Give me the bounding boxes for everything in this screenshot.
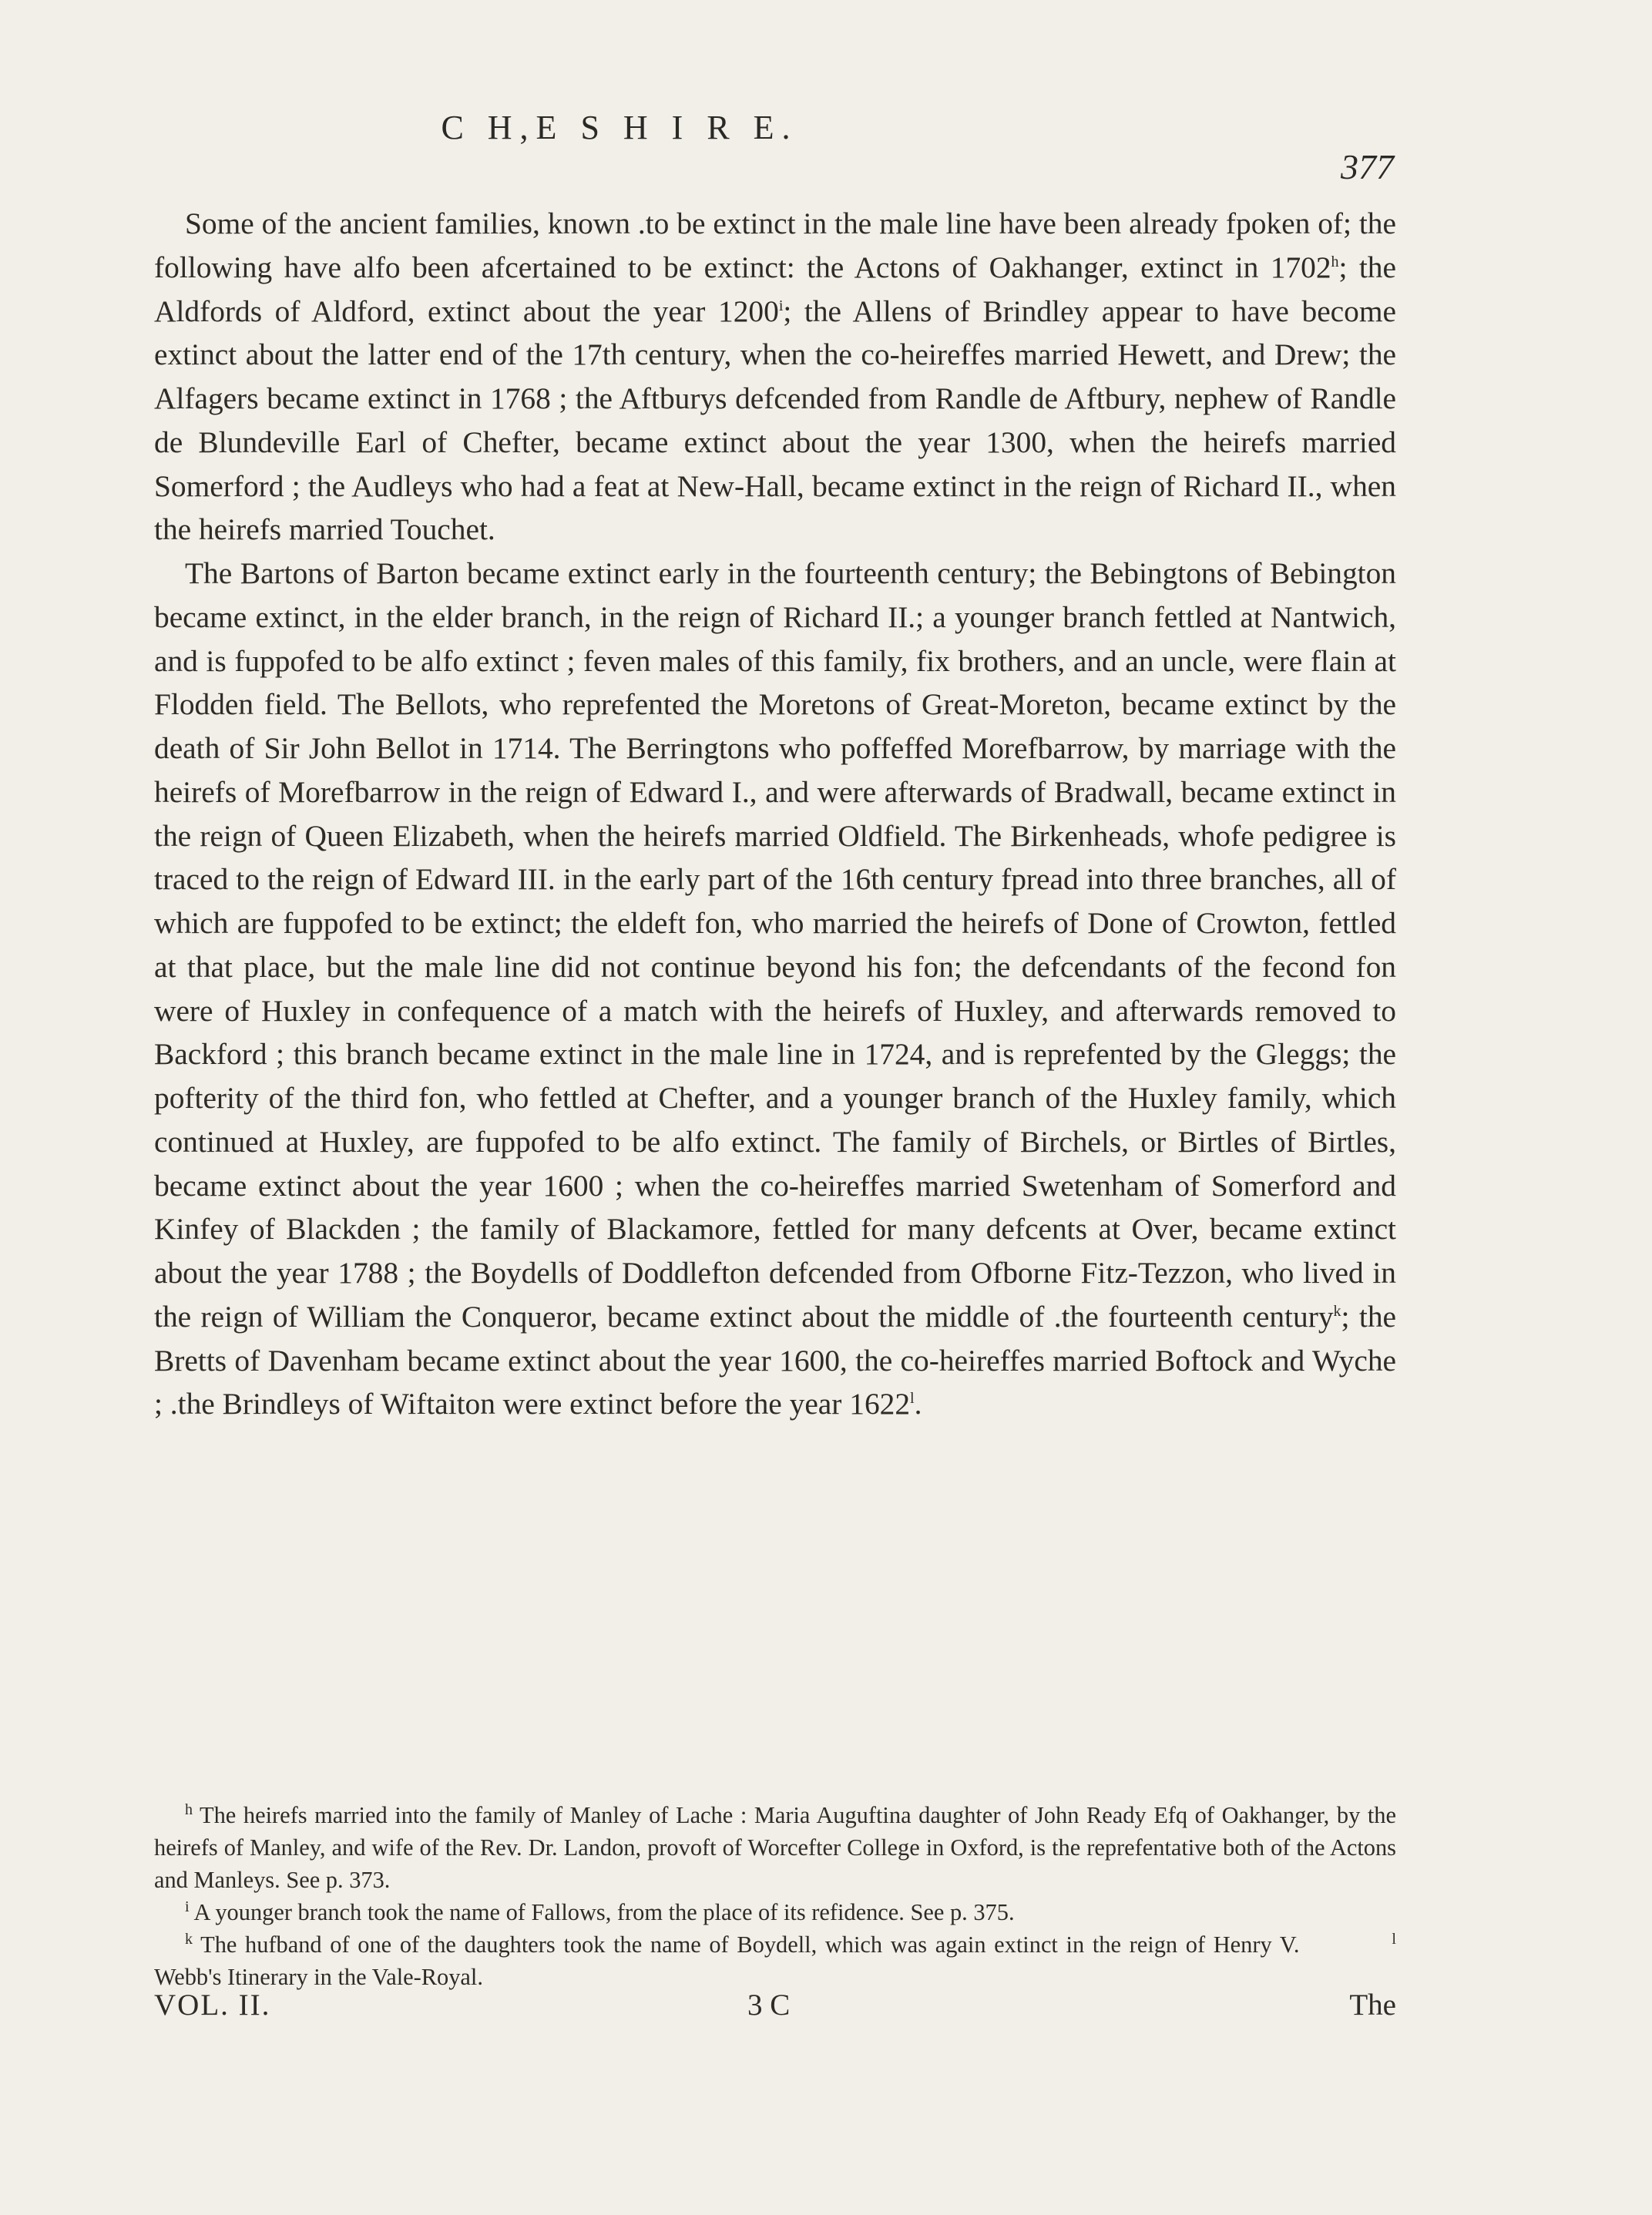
paragraph: Some of the ancient families, known .to be extinct in the male line have been already fpoken of; the following have alfo been afcertained to be extinct: the Actons of Oakhanger, extinct in 1702$^h$; the Aldfords of Aldford, extinct about the year 1200$^i$; the Allens of Brindley appear to have become extinct about the latter end of the 17th century, when the co-heireffes married Hewett, and Drew; the Alfagers became extinct in 1768 ; the Aftburys defcended from Randle de Aftbury, nephew of Randle de Blundeville Earl of Chefter, became extinct about the year 1300, when the heirefs married Somerford ; the Audleys who had a feat at New-Hall, became extinct in the reign of Richard II., when the heirefs married Touchet.: [154, 206, 1396, 547]
footnote-ref-h: h: [1331, 253, 1339, 270]
footnote-ref-l: l: [910, 1390, 915, 1408]
footnote-l-mark: l: [1392, 1930, 1396, 1948]
catchword: The: [1349, 1988, 1396, 2022]
footnote-k: $^k$ The hufband of one of the daughters took the name of Boydell, which was again extinct in the reign of Henry V. $^l$ Webb's Itinerary in the Vale-Royal.: [154, 1930, 1396, 1990]
page-footer: [154, 1988, 1396, 2026]
footnote-ref-k: k: [1333, 1302, 1341, 1320]
footnote-h: $^h$ The heirefs married into the family of Manley of Lache : Maria Auguftina daughter of John Ready Efq of Oakhanger, by the heirefs of Manley, and wife of the Rev. Dr. Landon, provoft of Worcefter College in Oxford, is the reprefentative both of the Actons and Manleys. See p. 373.: [154, 1801, 1396, 1893]
page-number: 377: [1341, 147, 1394, 186]
footnote-ref-i: i: [778, 297, 784, 314]
main-text: [154, 202, 1396, 1426]
footnote-i: $^i$ A younger branch took the name of Fallows, from the place of its refidence. See p. 375.: [185, 1898, 1015, 1925]
volume-label: VOL. II.: [154, 1988, 271, 2022]
running-head: C H,E S H I R E.: [441, 109, 798, 146]
footnote-l: Webb's Itinerary in the Vale-Royal.: [154, 1964, 483, 1990]
paragraph: The Bartons of Barton became extinct early in the fourteenth century; the Bebingtons of Bebington became extinct, in the elder branch, in the reign of Richard II.; a younger branch fettled at Nantwich, and is fuppofed to be alfo extinct ; feven males of this family, fix brothers, and an uncle, were flain at Flodden field. The Bellots, who reprefented the Moretons of Great-Moreton, became extinct by the death of Sir John Bellot in 1714. The Berringtons who poffeffed Morefbarrow, by marriage with the heirefs of Morefbarrow in the reign of Edward I., and were afterwards of Bradwall, became extinct in the reign of Queen Elizabeth, when the heirefs married Oldfield. The Birkenheads, whofe pedigree is traced to the reign of Edward III. in the early part of the 16th century fpread into three branches, all of which are fuppofed to be extinct; the eldeft fon, who married the heirefs of Done of Crowton, fettled at that place, but the male line did not continue beyond his fon; the defcendants of the fecond fon were of Huxley in confequence of a match with the heirefs of Huxley, and afterwards removed to Backford ; this branch became extinct in the male line in 1724, and is reprefented by the Gleggs; the pofterity of the third fon, who fettled at Chefter, and a younger branch of the Huxley family, which continued at Huxley, are fuppofed to be alfo extinct. The family of Birchels, or Birtles of Birtles, became extinct about the year 1600 ; when the co-heireffes married Swetenham of Somerford and Kinfey of Blackden ; the family of Blackamore, fettled for many defcents at Over, became extinct about the year 1788 ; the Boydells of Doddlefton defcended from Ofborne Fitz-Tezzon, who lived in the reign of William the Conqueror, became extinct about the middle of .the fourteenth century$^k$; the Bretts of Davenham became extinct about the year 1600, the co-heireffes married Boftock and Wyche ; .the Brindleys of Wiftaiton were extinct before the year 1622$^l$.: [154, 556, 1396, 1421]
footnotes: [154, 1799, 1396, 1993]
signature-mark: 3 C: [747, 1988, 791, 2022]
